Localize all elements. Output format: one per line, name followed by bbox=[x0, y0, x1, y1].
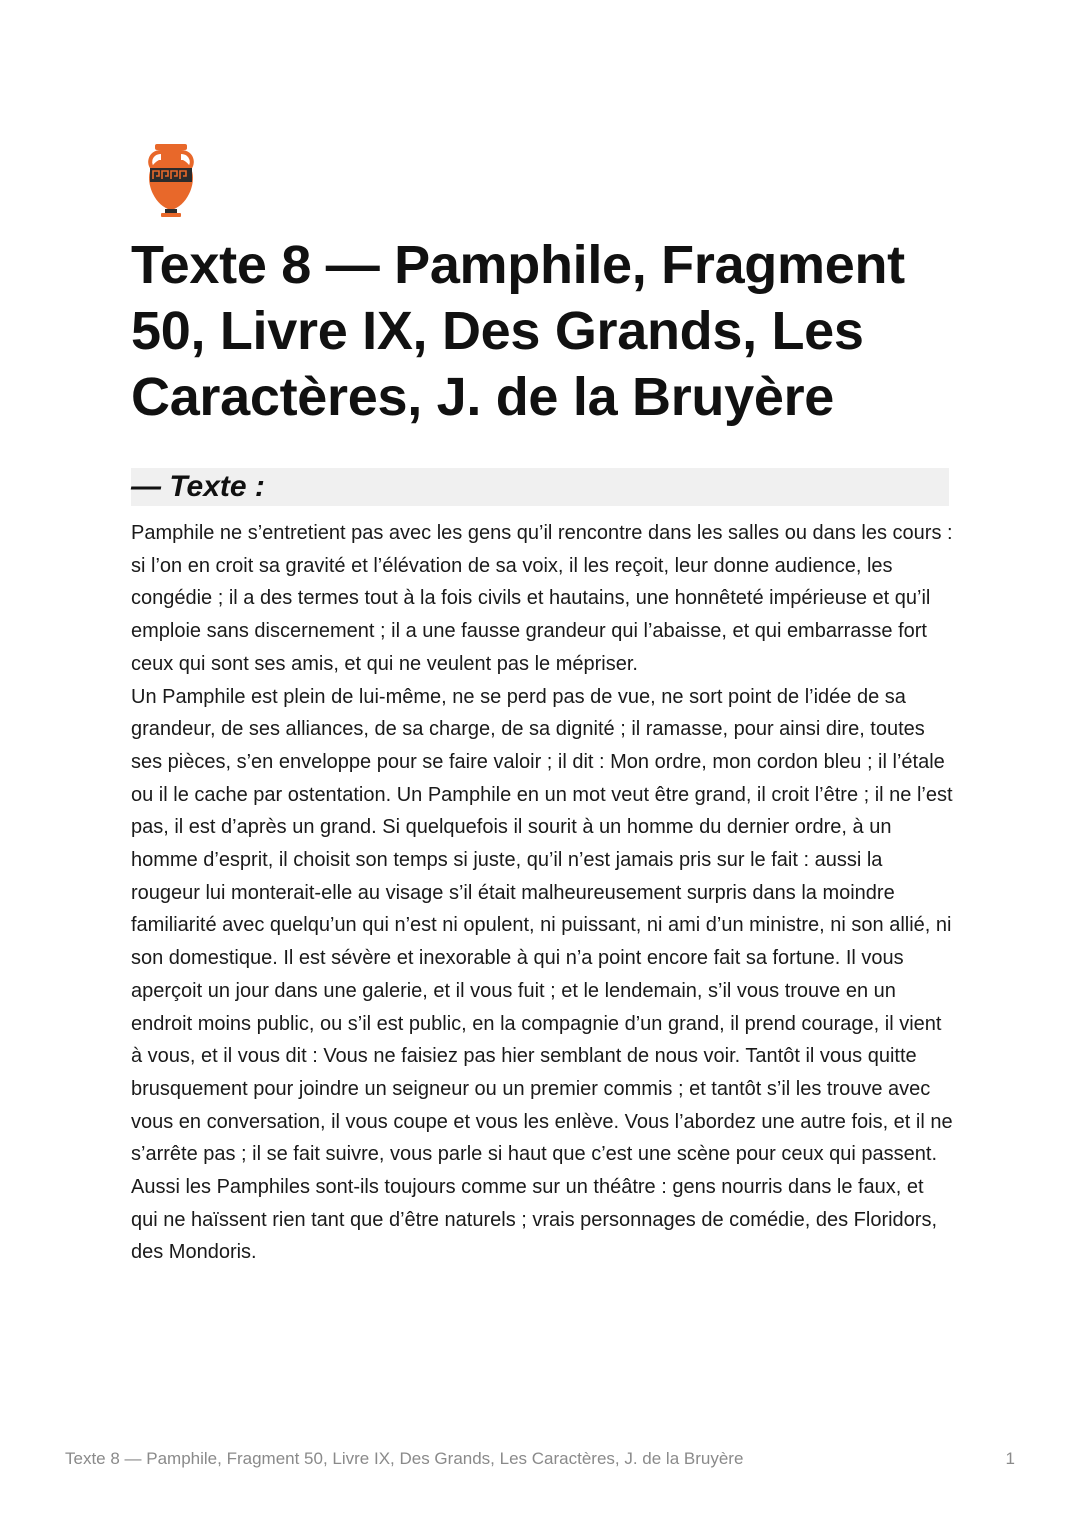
paragraph: Pamphile ne s’entretient pas avec les gens qu’il rencontre dans les salles ou dans les cours : si l’on en croit sa gravité et l’élévation de sa voix, il les reçoit, leur donne audience, les congédie ; il a des termes tout à la fois civils et hautains, une honnêteté impérieuse et qu’il emploie sans discernement ; il a une fausse grandeur qui l’abaisse, et qui embarrasse fort ceux qui sont ses amis, et qui ne veulent pas le mépriser. bbox=[131, 522, 953, 675]
body-text bbox=[131, 517, 953, 1269]
paragraph: Un Pamphile est plein de lui-même, ne se perd pas de vue, ne sort point de l’idée de sa grandeur, de ses alliances, de sa charge, de sa dignité ; il ramasse, pour ainsi dire, toutes ses pièces, s’en enveloppe pour se faire valoir ; il dit : Mon ordre, mon cordon bleu ; il l’étale ou il le cache par ostentation. Un Pamphile en un mot veut être grand, il croit l’être ; il ne l’est pas, il est d’après un grand. Si quelquefois il sourit à un homme du dernier ordre, à un homme d’esprit, il choisit son temps si juste, qu’il n’est jamais pris sur le fait : aussi la rougeur lui monterait-elle au visage s’il était malheureusement surpris dans la moindre familiarité avec quelqu’un qui n’est ni opulent, ni puissant, ni ami d’un ministre, ni son allié, ni son domestique. Il est sévère et inexorable à qui n’a point encore fait sa fortune. Il vous aperçoit un jour dans une galerie, et il vous fuit ; et le lendemain, s’il vous trouve en un endroit moins public, ou s’il est public, en la compagnie d’un grand, il prend courage, il vient à vous, et il vous dit : Vous ne faisiez pas hier semblant de nous voir. Tantôt il vous quitte brusquement pour joindre un seigneur ou un premier commis ; et tantôt s’il les trouve avec vous en conversation, il vous coupe et vous les enlève. Vous l’abordez une autre fois, et il ne s’arrête pas ; il se fait suivre, vous parle si haut que c’est une scène pour ceux qui passent. Aussi les Pamphiles sont-ils toujours comme sur un théâtre : gens nourris dans le faux, et qui ne haïssent rien tant que d’être naturels ; vrais personnages de comédie, des Floridors, des Mondoris. bbox=[131, 685, 953, 1264]
page-number: 1 bbox=[1005, 1449, 1015, 1468]
page-title: Texte 8 — Pamphile, Fragment 50, Livre IX, Des Grands, Les Caractères, J. de la Bruyère bbox=[131, 235, 905, 427]
footer-title: Texte 8 — Pamphile, Fragment 50, Livre IX, Des Grands, Les Caractères, J. de la Bruyère bbox=[65, 1449, 744, 1468]
amphora-icon bbox=[145, 142, 197, 218]
section-heading: — Texte : bbox=[131, 470, 265, 503]
section-header bbox=[131, 468, 949, 506]
